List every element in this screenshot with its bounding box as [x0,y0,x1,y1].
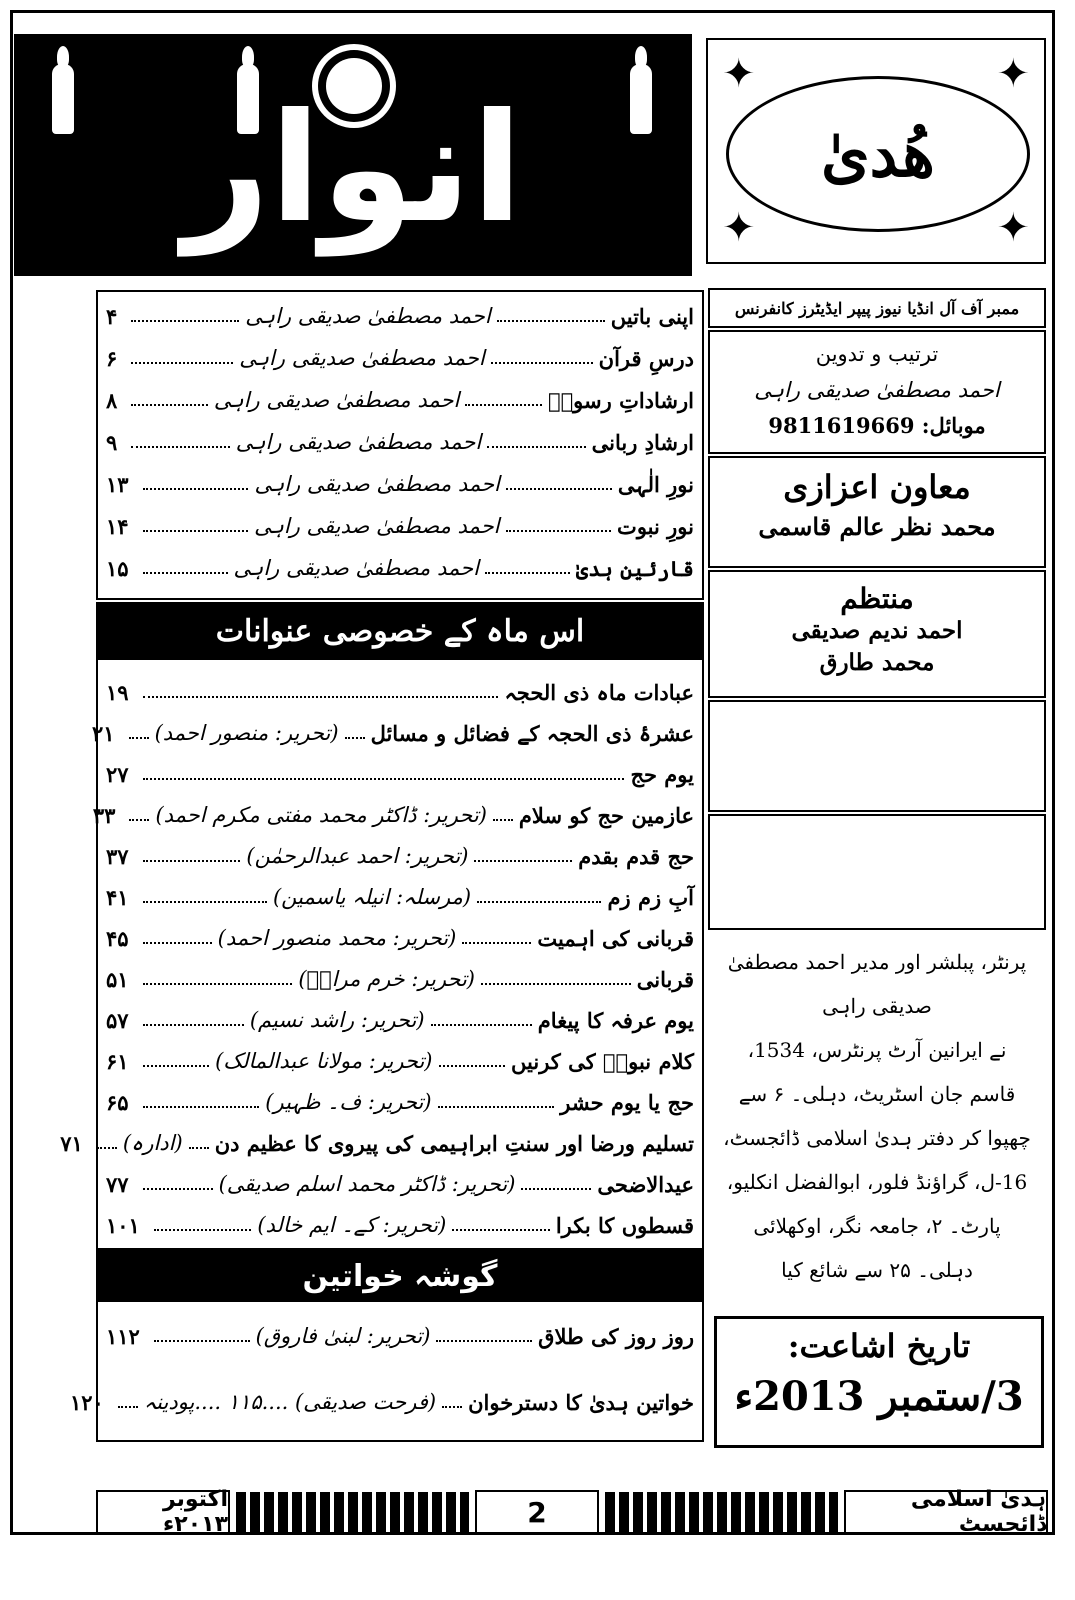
contents-women [70,1302,704,1442]
star-icon: ✦ [722,51,756,97]
publication-date-box [714,1316,1044,1448]
toc-row[interactable]: نورِ الٰہی احمد مصطفیٰ صدیقی راہی ۱۳ [106,471,694,497]
compiler-name: احمد مصطفیٰ صدیقی راہی [754,378,1000,402]
footer-stripes [605,1492,838,1532]
toc-row[interactable]: عیدالاضحی (تحریر: ڈاکٹر محمد اسلم صدیقی) ۷۷ [106,1171,694,1197]
publisher-line: قاسم جان اسٹریٹ، دہلی۔ ۶ سے [738,1082,1016,1106]
publisher-line: 16-ل، گراؤنڈ فلور، ابوالفضل انکلیو، [726,1170,1028,1194]
manager-box [708,570,1046,698]
women-heading: گوشہ خواتین [96,1250,704,1302]
publisher-info [708,940,1046,1300]
membership-note: ممبر آف آل انڈیا نیوز پیپر ایڈیٹرز کانفرنس [708,288,1046,328]
toc-row[interactable]: تسلیم ورضا اور سنتِ ابراہیمی کی پیروی کا عظیم دن (ادارہ) ۷۱ [60,1130,694,1156]
toc-row[interactable]: اپنی باتیں احمد مصطفیٰ صدیقی راہی ۴ [106,303,694,329]
footer-issue: اکتوبر ۲۰۱۳ء [96,1490,230,1534]
star-icon: ✦ [996,205,1030,251]
publisher-line: پارٹ۔ ۲، جامعہ نگر، اوکھلائی [753,1214,1001,1238]
patron-name: محمد نظر عالم قاسمی [758,512,996,541]
mobile-number: موبائل: 9811619669 [768,413,986,438]
toc-row[interactable]: قسطوں کا بکرا (تحریر: کے۔ ایم خالد) ۱۰۱ [105,1212,694,1238]
toc-row[interactable]: حج یا یوم حشر (تحریر: ف۔ ظہیر) ۶۵ [106,1089,694,1115]
star-icon: ✦ [996,51,1030,97]
toc-row[interactable]: نورِ نبوت احمد مصطفیٰ صدیقی راہی ۱۴ [105,513,694,539]
patron-box [708,456,1046,568]
manager-name: احمد ندیم صدیقی [791,617,963,644]
toc-row[interactable]: ارشاداتِ رسولؐ احمد مصطفیٰ صدیقی راہی ۸ [106,387,694,413]
publication-label: تاریخ اشاعت: [787,1327,971,1365]
publisher-line: نے ایرانین آرٹ پرنٹرس، 1534، [747,1038,1007,1062]
manager-label: منتظم [840,582,914,615]
toc-row[interactable]: یوم عرفہ کا پیغام (تحریر: راشد نسیم) ۵۷ [105,1007,694,1033]
blank-box [708,814,1046,930]
toc-row[interactable]: قارئین ہدیٰ احمد مصطفیٰ صدیقی راہی ۱۵ [106,555,694,581]
masthead [14,34,692,276]
footer-stripes [236,1492,469,1532]
toc-row[interactable]: قربانی (تحریر: خرم مرادؒ) ۵۱ [106,966,694,992]
toc-row[interactable]: خواتین ہدیٰ کا دسترخوان (فرحت صدیقی) ....۱۱۵ ....پودینہ ۱۲۰ [70,1389,694,1415]
toc-row[interactable]: عبادات ماہ ذی الحجہ ۱۹ [106,679,694,705]
patron-label: معاون اعزازی [783,468,971,506]
special-heading: اس ماہ کے خصوصی عنوانات [96,602,704,660]
publisher-line: چھپوا کر دفتر ہدیٰ اسلامی ڈائجسٹ، [723,1126,1031,1150]
footer-magazine-name: ہدیٰ اسلامی ڈائجسٹ [844,1490,1048,1534]
toc-row[interactable]: یوم حج ۲۷ [106,761,694,787]
publication-date: 3/ستمبر 2013ء [734,1373,1024,1420]
manager-name: محمد طارق [819,649,935,676]
publisher-line: دہلی۔ ۲۵ سے شائع کیا [781,1258,973,1282]
toc-row[interactable]: عازمین حج کو سلام (تحریر: ڈاکٹر محمد مفتی مکرم احمد) ۳۳ [92,802,694,828]
contents-regular [96,290,704,600]
toc-row[interactable]: آبِ زم زم (مرسلہ: انیلہ یاسمین) ۴۱ [106,884,694,910]
toc-row[interactable]: روز روز کی طلاق (تحریر: لبنیٰ فاروق) ۱۱۲ [106,1323,694,1349]
toc-row[interactable]: درسِ قرآن احمد مصطفیٰ صدیقی راہی ۶ [105,345,694,371]
publisher-line: پرنٹر، پبلشر اور مدیر احمد مصطفیٰ صدیقی راہی [727,950,1027,1018]
toc-row[interactable]: حج قدم بقدم (تحریر: احمد عبدالرحمٰن) ۳۷ [106,843,694,869]
toc-row[interactable]: عشرۂ ذی الحجہ کے فضائل و مسائل (تحریر: منصور احمد) ۲۱ [92,720,694,746]
toc-row[interactable]: کلام نبویؐ کی کرنیں (تحریر: مولانا عبدالمالک) ۶۱ [105,1048,694,1074]
blank-box [708,700,1046,812]
footer-page-number: 2 [475,1490,599,1534]
toc-row[interactable]: قربانی کی اہمیت (تحریر: محمد منصور احمد) ۴۵ [106,925,694,951]
logo-box [706,38,1046,264]
masthead-title: انوار [183,82,523,256]
contents-special [60,660,704,1250]
compiler-box [708,330,1046,454]
star-icon: ✦ [722,205,756,251]
toc-row[interactable]: ارشادِ ربانی احمد مصطفیٰ صدیقی راہی ۹ [106,429,694,455]
logo-title: هُدیٰ [726,76,1030,232]
compiler-label: ترتیب و تدوین [815,342,939,366]
footer [96,1488,1048,1536]
